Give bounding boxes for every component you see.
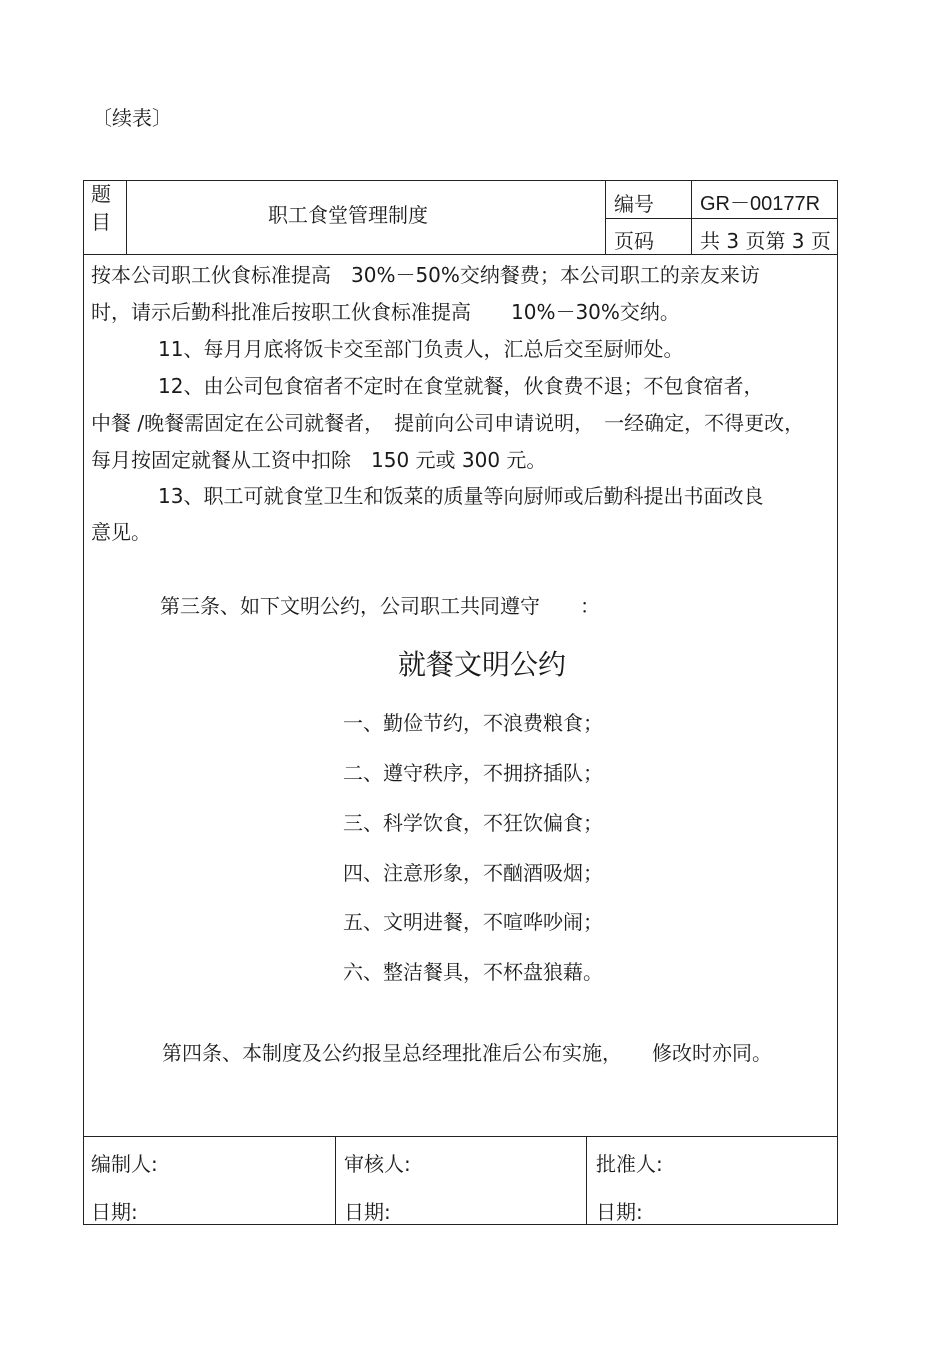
convention-title: 就餐文明公约 (398, 648, 567, 681)
convention-item: 三、科学饮食，不狂饮偏食； (343, 811, 603, 835)
article-3: 第三条、如下文明公约，公司职工共同遵守 ： (160, 594, 600, 618)
footer-top-border (83, 1136, 838, 1137)
convention-item: 一、勤俭节约，不浪费粮食； (343, 711, 603, 735)
page-value: 共 3 页第 3 页 (700, 229, 831, 253)
paragraph-10-line-1: 按本公司职工伙食标准提高 30%－50%交纳餐费；本公司职工的亲友来访 (91, 263, 760, 287)
header-divider-2 (605, 180, 606, 254)
table-bottom-border (83, 1224, 838, 1225)
code-value: GR－00177R (700, 193, 821, 215)
title-label: 题 (91, 182, 111, 206)
header-mid-border (605, 218, 838, 219)
header-divider-1 (126, 180, 127, 254)
reviewer-date-label: 日期: (344, 1200, 391, 1224)
convention-item: 六、整洁餐具，不杯盘狼藉。 (343, 960, 603, 984)
paragraph-13-line-2: 意见。 (91, 520, 151, 544)
paragraph-13-line-1: 13、职工可就食堂卫生和饭菜的质量等向厨师或后勤科提出书面改良 (158, 484, 764, 508)
paragraph-12-line-2: 中餐 /晚餐需固定在公司就餐者， 提前向公司申请说明， 一经确定，不得更改， (91, 411, 805, 435)
convention-item: 五、文明进餐，不喧哗吵闹； (343, 910, 603, 934)
page-label: 页码 (614, 229, 654, 253)
document-title: 职工食堂管理制度 (268, 203, 428, 227)
convention-item: 二、遵守秩序，不拥挤插队； (343, 761, 603, 785)
convention-item: 四、注意形象，不酗酒吸烟； (343, 861, 603, 885)
header-bottom-border (83, 254, 838, 255)
footer-divider-2 (586, 1136, 587, 1225)
continued-label: 〔续表〕 (92, 106, 172, 130)
table-left-border (83, 180, 84, 1225)
approver-date-label: 日期: (596, 1200, 643, 1224)
compiler-date-label: 日期: (91, 1200, 138, 1224)
paragraph-12-line-1: 12、由公司包食宿者不定时在食堂就餐，伙食费不退；不包食宿者， (158, 374, 764, 398)
reviewer-label: 审核人: (344, 1152, 411, 1176)
article-4: 第四条、本制度及公约报呈总经理批准后公布实施， 修改时亦同。 (162, 1041, 772, 1065)
code-label: 编号 (614, 192, 654, 216)
paragraph-10-line-2: 时，请示后勤科批准后按职工伙食标准提高 10%－30%交纳。 (91, 300, 680, 324)
approver-label: 批准人: (596, 1152, 663, 1176)
paragraph-12-line-3: 每月按固定就餐从工资中扣除 150 元或 300 元。 (91, 448, 547, 472)
footer-divider-1 (335, 1136, 336, 1225)
compiler-label: 编制人: (91, 1152, 158, 1176)
table-top-border (83, 180, 838, 181)
title-label-2: 目 (91, 210, 111, 234)
header-divider-3 (691, 180, 692, 254)
table-right-border (837, 180, 838, 1225)
paragraph-11: 11、每月月底将饭卡交至部门负责人，汇总后交至厨师处。 (158, 337, 684, 361)
